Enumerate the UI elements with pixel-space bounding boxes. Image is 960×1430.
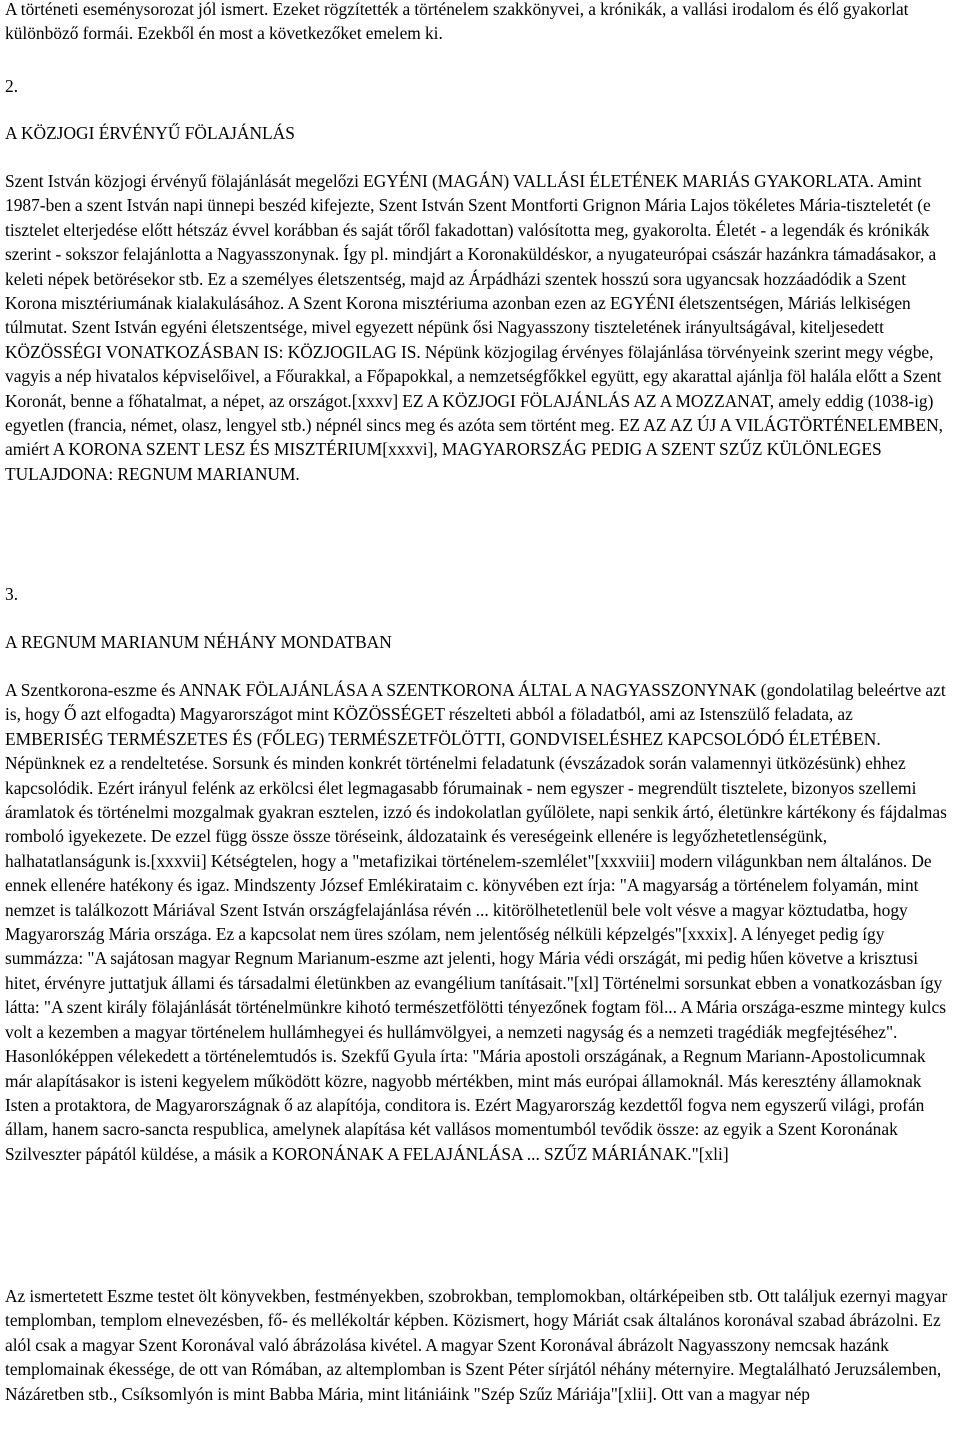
section-2-title: A KÖZJOGI ÉRVÉNYŰ FÖLAJÁNLÁS [5, 123, 295, 143]
section-3-number: 3. [5, 584, 19, 604]
section-2-paragraph: Szent István közjogi érvényű fölajánlását megelőzi EGYÉNI (MAGÁN) VALLÁSI ÉLETÉNEK MARIÁS GYAKORLATA. Amint 1987-ben a szent István napi ünnepi beszéd kifejezte, Szent István Szent Montforti Grignon Mária Lajos tökéletes Mária-tiszteletét (e tisztelet elterjedése előtt hétszáz évvel korábban és saját tőről fakadottan) valósította meg, gyakorolta. Életét - a legendák és krónikák szerint - sokszor felajánlotta a Nagyasszonynak. Így pl. mindjárt a Koronaküldéskor, a nyugateurópai császár hazánkra támadásakor, a keleti népek betörésekor stb. Ez a személyes életszentség, majd az Árpádházi szentek hosszú sora ugyancsak hozzáadódik a Szent Korona misztériumának kialakulásához. A Szent Korona misztériuma azonban ezen az EGYÉNI életszentségen, Máriás lelkiségen túlmutat. Szent István egyéni életszentsége, mivel egyezett népünk ősi Nagyasszony tiszteletének irányultságával, kiteljesedett KÖZÖSSÉGI VONATKOZÁSBAN IS: KÖZJOGILAG IS. Népünk közjogilag érvényes fölajánlása törvényeink szerint megy végbe, vagyis a nép hivatalos képviselőivel, a Főurakkal, a Főpapokkal, a nemzetségfőkkel együtt, egy akarattal ajánlja föl halála előtt a Szent Koronát, benne a főhatalmat, a népet, az országot.[xxxv] EZ A KÖZJOGI FÖLAJÁNLÁS AZ A MOZZANAT, amely eddig (1038-ig) egyetlen (francia, német, olasz, lengyel stb.) népnél sincs meg és azóta sem történt meg. EZ AZ AZ ÚJ A VILÁGTÖRTÉNELEMBEN, amiért A KORONA SZENT LESZ ÉS MISZTÉRIUM[xxxvi], MAGYARORSZÁG PEDIG A SZENT SZŰZ KÜLÖNLEGES TULAJDONA: REGNUM MARIANUM. [5, 171, 944, 484]
section-3-paragraph-2: Az ismertetett Eszme testet ölt könyvekben, festményekben, szobrokban, templomokban, oltárképeiben stb. Ott találjuk ezernyi magyar templomban, templom elnevezésben, fő- és mellékoltár képben. Közismert, hogy Máriát csak általános koronával szabad ábrázolni. Ez alól csak a magyar Szent Koronával való ábrázolása kivétel. A magyar Szent Koronával ábrázolt Nagyasszony nemcsak hazánk templomainak ékessége, de ott van Rómában, az altemplomban is Szent Péter sírjától néhány méternyire. Megtalálható Jeruzsálemben, Názáretben stb., Csíksomlyón is mint Babba Mária, mint litániáink "Szép Szűz Máriája"[xlii]. Ott van a magyar nép [5, 1286, 948, 1404]
section-3-paragraph: A Szentkorona-eszme és ANNAK FÖLAJÁNLÁSA A SZENTKORONA ÁLTAL A NAGYASSZONYNAK (gondolatilag beleértve azt is, hogy Ő azt elfogadta) Magyarországot mint KÖZÖSSÉGET részelteti abból a föladatból, ami az Istenszülő feladata, az EMBERISÉG TERMÉSZETES ÉS (FŐLEG) TERMÉSZETFÖLÖTTI, GONDVISELÉSHEZ KAPCSOLÓDÓ ÉLETÉBEN. Népünknek ez a rendeltetése. Sorsunk és minden konkrét történelmi feladatunk (évszázadok során valamennyi ütközésünk) ehhez kapcsolódik. Ezért irányul felénk az erkölcsi élet legmagasabb fórumainak - nem egyszer - megrendült tisztelete, bizonyos szellemi áramlatok és történelmi mozgalmak gyakran esztelen, izzó és indokolatlan gyűlölete, napi senkik ártó, életünkre kártékony és fájdalmas romboló igyekezete. De ezzel függ össze össze töréseink, áldozataink és vereségeink ellenére is legyőzhetetlenségünk, halhatatlanságunk is.[xxxvii] Kétségtelen, hogy a "metafizikai történelem-szemlélet"[xxxviii] modern világunkban nem általános. De ennek ellenére hatékony és igaz. Mindszenty József Emlékirataim c. könyvében ezt írja: "A magyarság a történelem folyamán, mint nemzet is találkozott Máriával Szent István országfelajánlása révén ... kitörölhetetlenül bele volt vésve a magyar köztudatba, hogy Magyarország Mária országa. Ez a kapcsolat nem üres szólam, nem jelentőség nélküli képzelgés"[xxxix]. A lényeget pedig így summázza: "A sajátosan magyar Regnum Marianum-eszme azt jelenti, hogy Mária védi országát, mi pedig hűen követve a krisztusi hitet, érvényre juttatjuk állami és társadalmi életünkben az evangélium tanításait."[xl] Történelmi sorsunkat ebben a vonatkozásban így látta: "A szent király fölajánlását történelmünkre kihotó természetfölötti tényezőnek fogtam föl... A Mária országa-eszme mintegy kulcs volt a kezemben a magyar történelem hullámhegyei és hullámvölgyei, a nemzeti nagyság és a nemzeti tragédiák megfejtéséhez". Hasonlóképpen vélekedett a történelemtudós is. Szekfű Gyula írta: "Mária apostoli országának, a Regnum Mariann-Apostolicumnak már alapításakor is isteni kegyelem működött közre, nagyobb mértékben, mint más európai államoknál. Más keresztény államoknak Isten a protaktora, de Magyarországnak ő az alapítója, conditora is. Ezért Magyarország kezdettől fogva nem egyszerű világi, profán állam, hanem sacro-sancta respublica, amelynek alapítása két vallásos momentumból tevődik össze: az egyik a Szent Koronának Szilveszter pápától küldése, a másik a KORONÁNAK A FELAJÁNLÁSA ... SZŰZ MÁRIÁNAK."[xli] [5, 680, 947, 1164]
section-2-number: 2. [5, 76, 19, 96]
section-3-title: A REGNUM MARIANUM NÉHÁNY MONDATBAN [5, 632, 392, 652]
intro-paragraph: A történeti eseménysorozat jól ismert. Ezeket rögzítették a történelem szakkönyvei, a krónikák, a vallási irodalom és élő gyakorlat különböző formái. Ezekből én most a következőket emelem ki. [5, 0, 909, 44]
